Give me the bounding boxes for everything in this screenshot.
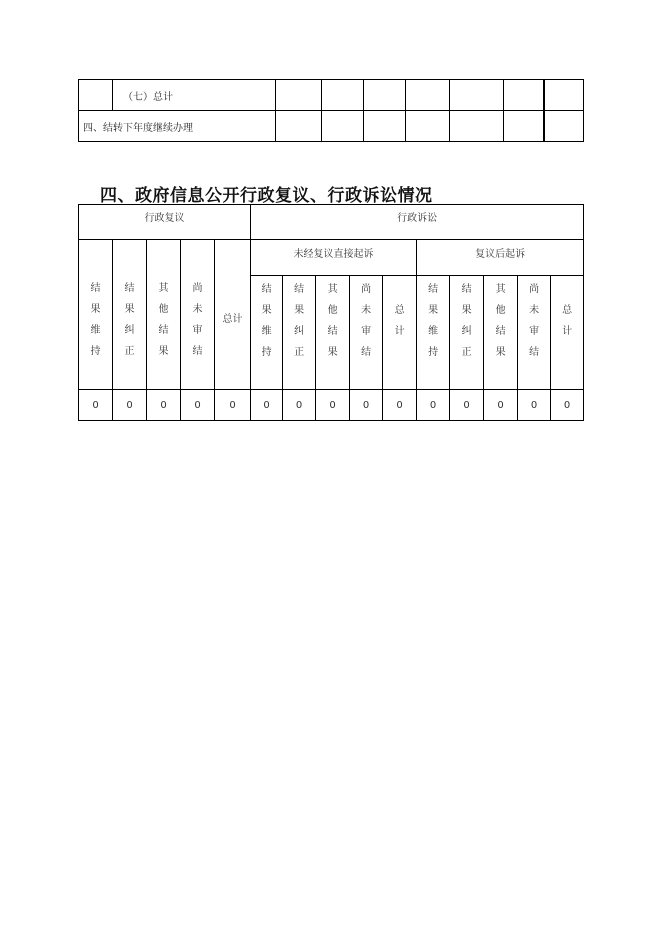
table-cell xyxy=(406,111,450,142)
value-cell: 0 xyxy=(181,390,215,421)
value-cell: 0 xyxy=(147,390,181,421)
review-upheld-header: 结 果 维 持 xyxy=(79,240,113,390)
table-row xyxy=(79,80,584,111)
value-cell: 0 xyxy=(383,390,417,421)
table-cell xyxy=(406,80,450,111)
table-cell xyxy=(450,111,504,142)
total-row-label: （七）总计 xyxy=(113,80,276,111)
direct-total-header: 总 计 xyxy=(383,276,417,390)
value-cell: 0 xyxy=(350,390,383,421)
table-cell xyxy=(364,80,406,111)
annual-stats-table-tail xyxy=(78,79,584,142)
review-other-header: 其 他 结 果 xyxy=(147,240,181,390)
table-cell xyxy=(504,80,544,111)
value-cell: 0 xyxy=(551,390,584,421)
table-row xyxy=(79,205,584,240)
value-cell: 0 xyxy=(484,390,518,421)
direct-pending-header: 尚 未 审 结 xyxy=(350,276,383,390)
value-cell: 0 xyxy=(450,390,484,421)
admin-litigation-header: 行政诉讼 xyxy=(251,205,584,240)
table-cell xyxy=(450,80,504,111)
table-cell xyxy=(276,80,322,111)
table-cell xyxy=(544,80,584,111)
table-row xyxy=(79,240,584,276)
value-cell: 0 xyxy=(417,390,450,421)
table-cell xyxy=(504,111,544,142)
value-cell: 0 xyxy=(251,390,283,421)
after-total-header: 总 计 xyxy=(551,276,584,390)
value-cell: 0 xyxy=(79,390,113,421)
value-cell: 0 xyxy=(215,390,251,421)
value-cell: 0 xyxy=(113,390,147,421)
value-cell: 0 xyxy=(283,390,316,421)
table-row xyxy=(79,111,584,142)
after-other-header: 其 他 结 果 xyxy=(484,276,518,390)
after-corrected-header: 结 果 纠 正 xyxy=(450,276,484,390)
review-total-header: 总计 xyxy=(215,240,251,390)
table-cell xyxy=(322,111,364,142)
after-upheld-header: 结 果 维 持 xyxy=(417,276,450,390)
review-pending-header: 尚 未 审 结 xyxy=(181,240,215,390)
value-cell: 0 xyxy=(316,390,350,421)
table-cell xyxy=(79,80,113,111)
direct-corrected-header: 结 果 纠 正 xyxy=(283,276,316,390)
review-litigation-table xyxy=(78,204,584,421)
carryover-row-label: 四、结转下年度继续办理 xyxy=(79,111,276,142)
table-cell xyxy=(276,111,322,142)
table-cell xyxy=(544,111,584,142)
section-title: 四、政府信息公开行政复议、行政诉讼情况 xyxy=(100,186,433,206)
review-corrected-header: 结 果 纠 正 xyxy=(113,240,147,390)
table-cell xyxy=(364,111,406,142)
table-row xyxy=(79,390,584,421)
direct-other-header: 其 他 结 果 xyxy=(316,276,350,390)
table-cell xyxy=(322,80,364,111)
admin-review-header: 行政复议 xyxy=(79,205,251,240)
value-cell: 0 xyxy=(518,390,551,421)
direct-suit-header: 未经复议直接起诉 xyxy=(251,240,417,276)
after-pending-header: 尚 未 审 结 xyxy=(518,276,551,390)
after-review-suit-header: 复议后起诉 xyxy=(417,240,584,276)
direct-upheld-header: 结 果 维 持 xyxy=(251,276,283,390)
